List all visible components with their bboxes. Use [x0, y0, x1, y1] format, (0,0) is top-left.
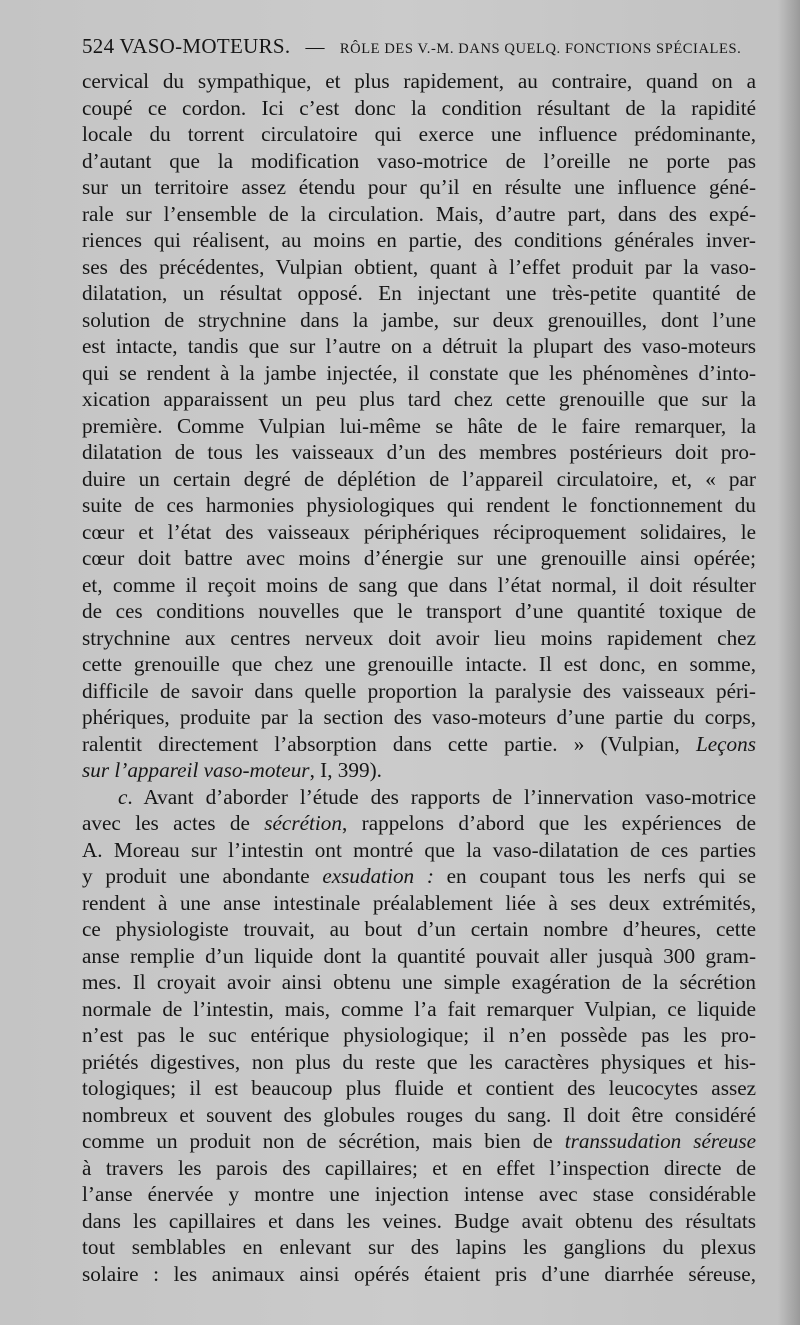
- text-line: [82, 572, 756, 599]
- italic-text: c: [118, 784, 128, 809]
- text-line: [82, 1208, 756, 1235]
- text-line: [82, 1181, 756, 1208]
- text-line: [82, 731, 756, 758]
- italic-text: exsudation :: [322, 864, 434, 888]
- line-text: ce physiologiste trouvait, au bout d’un certain nombre d’heures, cette: [82, 917, 756, 941]
- text-line: [82, 651, 756, 678]
- text-line: [82, 784, 756, 811]
- page-number: 524: [82, 34, 115, 58]
- line-text: rendent à une anse intestinale préalablement liée à ses deux extrémités,: [82, 890, 756, 915]
- line-text: , rappelons d’abord que les expériences de: [341, 811, 757, 835]
- line-text: . Avant d’aborder l’étude des rapports de l’innervation vaso-motrice: [127, 784, 756, 809]
- italic-text: sur l’appareil vaso-moteur: [82, 758, 310, 782]
- line-text: phériques, produite par la section des vaso-moteurs d’une partie du corps,: [82, 705, 756, 729]
- line-text: qui se rendent à la jambe injectée, il constate que les phénomènes d’into-: [82, 360, 756, 385]
- line-text: et, comme il reçoit moins de sang que dans l’état normal, il doit résulter: [82, 572, 756, 597]
- section-title: RÔLE DES V.-M. DANS QUELQ. FONCTIONS SPÉCIALES.: [339, 41, 742, 57]
- text-line: [82, 837, 756, 864]
- text-line: [82, 704, 756, 731]
- text-line: [82, 1155, 756, 1182]
- text-line: [82, 227, 756, 254]
- italic-text: Leçons: [695, 731, 756, 756]
- line-text: priétés digestives, non plus du reste que les caractères physiques et his-: [82, 1049, 756, 1074]
- text-line: [82, 174, 756, 201]
- text-line: [82, 1234, 756, 1261]
- text-line: [82, 1049, 756, 1076]
- line-text: duire un certain degré de déplétion de l’appareil circulatoire, et, « par: [82, 466, 756, 491]
- line-text: dilatation, un résultat opposé. En injectant une très-petite quantité de: [82, 281, 756, 305]
- line-text: locale du torrent circulatoire qui exerce une influence prédominante,: [82, 122, 756, 146]
- text-line: [82, 466, 756, 493]
- body-text: [82, 68, 756, 1287]
- line-text: est intacte, tandis que sur l’autre on a détruit la plupart des vaso-moteurs: [82, 334, 756, 358]
- text-line: [82, 757, 756, 784]
- line-text: strychnine aux centres nerveux doit avoir lieu moins rapidement chez: [82, 625, 756, 650]
- text-line: [82, 121, 756, 148]
- text-line: [82, 95, 756, 122]
- text-line: [82, 492, 756, 519]
- italic-text: sécrétion: [264, 811, 342, 835]
- line-text: cœur et l’état des vaisseaux périphériques réciproquement solidaires, le: [82, 519, 756, 544]
- text-line: [82, 1022, 756, 1049]
- text-line: [82, 1102, 756, 1129]
- text-line: [82, 890, 756, 917]
- text-line: [82, 1261, 756, 1288]
- line-text: d’autant que la modification vaso-motrice de l’oreille ne porte pas: [82, 148, 756, 173]
- text-line: [82, 201, 756, 228]
- text-line: [82, 254, 756, 281]
- line-text: solution de strychnine dans la jambe, sur deux grenouilles, dont l’une: [82, 307, 756, 332]
- text-line: [82, 863, 756, 890]
- line-text: cœur doit battre avec moins d’énergie sur une grenouille ainsi opérée;: [82, 546, 756, 570]
- line-text: suite de ces harmonies physiologiques qui rendent le fonctionnement du: [82, 493, 756, 517]
- text-line: [82, 810, 756, 837]
- running-header: [82, 34, 742, 59]
- text-line: [82, 916, 756, 943]
- line-text: comme un produit non de sécrétion, mais bien de: [82, 1129, 565, 1153]
- line-text: ses des précédentes, Vulpian obtient, quant à l’effet produit par la vaso-: [82, 254, 756, 279]
- line-text: de ces conditions nouvelles que le transport d’une quantité toxique de: [82, 599, 756, 623]
- line-text: tout semblables en enlevant sur des lapins les ganglions du plexus: [82, 1235, 756, 1259]
- header-separator: —: [305, 37, 325, 58]
- line-text: A. Moreau sur l’intestin ont montré que la vaso-dilatation de ces parties: [82, 837, 756, 862]
- text-line: [82, 280, 756, 307]
- line-text: rale sur l’ensemble de la circulation. Mais, d’autre part, dans des expé-: [82, 201, 756, 226]
- line-text: dilatation de tous les vaisseaux d’un des membres postérieurs doit pro-: [82, 440, 756, 464]
- text-line: [82, 413, 756, 440]
- text-line: [82, 1075, 756, 1102]
- text-line: [82, 148, 756, 175]
- line-text: xication apparaissent un peu plus tard chez cette grenouille que sur la: [82, 387, 756, 411]
- text-line: [82, 545, 756, 572]
- text-line: [82, 68, 756, 95]
- line-text: tologiques; il est beaucoup plus fluide et contient des leucocytes assez: [82, 1076, 756, 1100]
- text-line: [82, 519, 756, 546]
- line-text: y produit une abondante: [82, 864, 323, 888]
- text-line: [82, 1128, 756, 1155]
- italic-text: transsudation séreuse: [564, 1129, 756, 1153]
- line-text: cervical du sympathique, et plus rapidement, au contraire, quand on a: [82, 69, 756, 93]
- text-line: [82, 943, 756, 970]
- line-text: en coupant tous les nerfs qui se: [433, 864, 756, 888]
- line-text: l’anse énervée y montre une injection intense avec stase considérable: [82, 1182, 756, 1206]
- text-line: [82, 333, 756, 360]
- line-text: à travers les parois des capillaires; et en effet l’inspection directe de: [82, 1155, 756, 1180]
- line-text: cette grenouille que chez une grenouille intacte. Il est donc, en somme,: [82, 652, 756, 676]
- line-text: première. Comme Vulpian lui-même se hâte de le faire remarquer, la: [82, 413, 756, 438]
- text-line: [82, 360, 756, 387]
- line-text: mes. Il croyait avoir ainsi obtenu une simple exagération de la sécrétion: [82, 970, 756, 994]
- line-text: normale de l’intestin, mais, comme l’a fait remarquer Vulpian, ce liquide: [82, 996, 756, 1021]
- line-text: avec les actes de: [82, 811, 265, 835]
- page-edge-shadow: [778, 0, 800, 1325]
- text-line: [82, 969, 756, 996]
- text-line: [82, 307, 756, 334]
- line-text: , I, 399).: [309, 758, 382, 782]
- text-line: [82, 598, 756, 625]
- line-text: n’est pas le suc entérique physiologique; il n’en possède pas les pro-: [82, 1023, 756, 1047]
- line-text: dans les capillaires et dans les veines. Budge avait obtenu des résultats: [82, 1208, 756, 1233]
- running-title: VASO-MOTEURS.: [119, 34, 291, 58]
- line-text: sur un territoire assez étendu pour qu’il en résulte une influence géné-: [82, 175, 756, 199]
- line-text: solaire : les animaux ainsi opérés étaient pris d’une diarrhée séreuse,: [82, 1261, 756, 1286]
- text-line: [82, 386, 756, 413]
- line-text: difficile de savoir dans quelle proportion la paralysie des vaisseaux péri-: [82, 678, 756, 703]
- text-line: [82, 678, 756, 705]
- line-text: coupé ce cordon. Ici c’est donc la condition résultant de la rapidité: [82, 95, 756, 120]
- line-text: riences qui réalisent, au moins en partie, des conditions générales inver-: [82, 228, 756, 252]
- text-line: [82, 439, 756, 466]
- text-line: [82, 625, 756, 652]
- text-line: [82, 996, 756, 1023]
- line-text: nombreux et souvent des globules rouges du sang. Il doit être considéré: [82, 1102, 756, 1127]
- line-text: anse remplie d’un liquide dont la quantité pouvait aller jusquà 300 gram-: [82, 943, 756, 968]
- line-text: ralentit directement l’absorption dans cette partie. » (Vulpian,: [82, 731, 696, 756]
